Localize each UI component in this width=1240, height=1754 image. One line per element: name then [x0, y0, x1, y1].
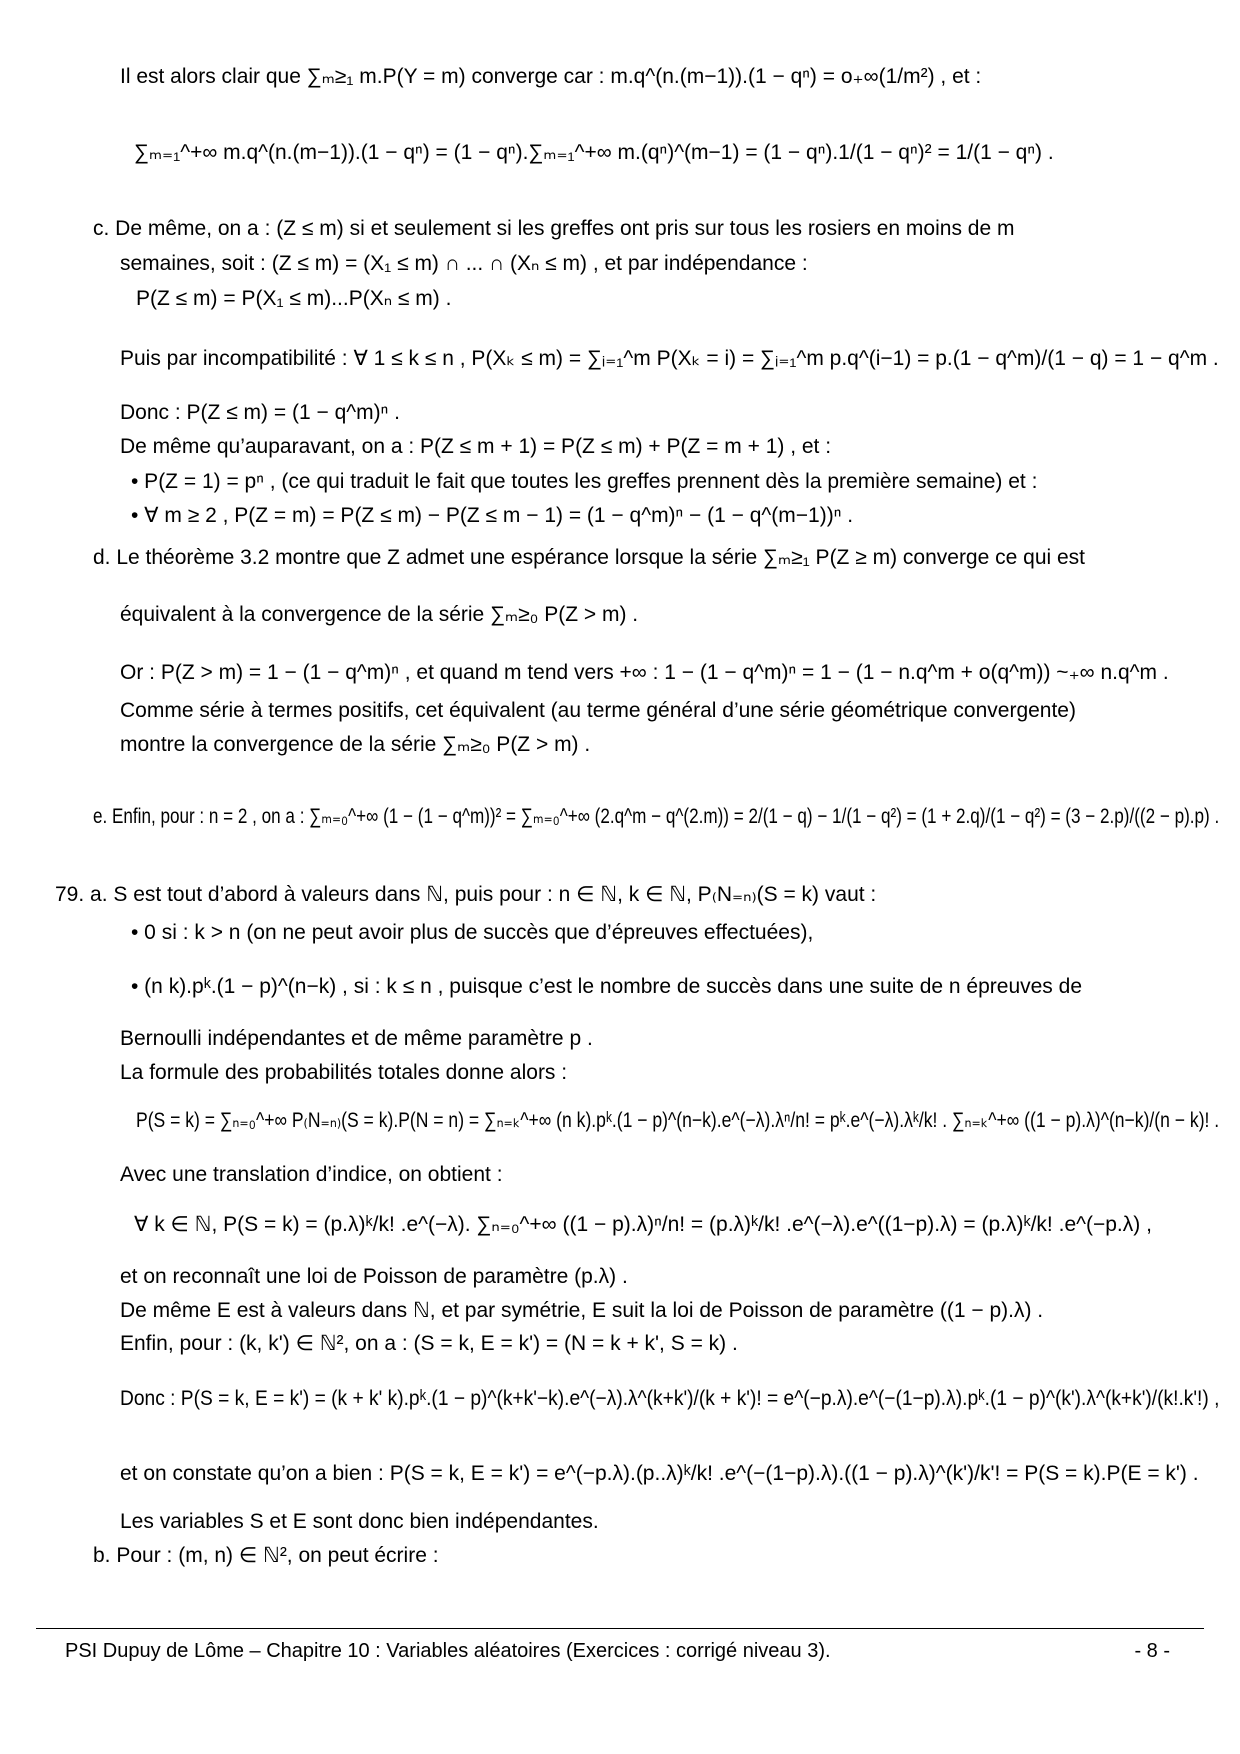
footer-title: PSI Dupuy de Lôme – Chapitre 10 : Variables aléatoires (Exercices : corrigé niveau 3). [65, 1640, 831, 1662]
exercise-79-start: 79. a. S est tout d’abord à valeurs dans ℕ, puis pour : n ∈ ℕ, k ∈ ℕ, P₍N₌ₙ₎(S = k) vaut : [55, 883, 877, 906]
page-number: - 8 - [1134, 1640, 1170, 1662]
formula-line-1: P(S = k) = ∑ₙ₌₀^+∞ P₍N₌ₙ₎(S = k).P(N = n) = ∑ₙ₌ₖ^+∞ (n k).pᵏ.(1 − p)^(n−k).e^(−λ).λⁿ/n! = pᵏ.e^(−λ).λᵏ/k! . ∑ₙ₌ₖ^+∞ ((1 − p).λ)^(n−k)/(n − k)! . [136, 1109, 1220, 1132]
bullet-line-4: • (n k).pᵏ.(1 − p)^(n−k) , si : k ≤ n , puisque c’est le nombre de succès dans une suite de n épreuves de [131, 975, 1082, 998]
text-line-13: montre la convergence de la série ∑ₘ≥₀ P(Z > m) . [120, 733, 591, 756]
text-line-8: De même qu’auparavant, on a : P(Z ≤ m + 1) = P(Z ≤ m) + P(Z = m + 1) , et : [120, 435, 832, 458]
text-line-20: Enfin, pour : (k, k') ∈ ℕ², on a : (S = k, E = k') = (N = k + k', S = k) . [120, 1332, 738, 1355]
formula-line-4: et on constate qu’on a bien : P(S = k, E = k') = e^(−p.λ).(p..λ)ᵏ/k! .e^(−(1−p).λ).((1 − p).λ)^(k')/k'! = P(S = k).P(E = k') . [120, 1462, 1199, 1485]
text-line-16: La formule des probabilités totales donne alors : [120, 1061, 568, 1084]
text-line-19: De même E est à valeurs dans ℕ, et par symétrie, E suit la loi de Poisson de paramètre ((1 − p).λ) . [120, 1299, 1044, 1322]
text-line-5: P(Z ≤ m) = P(X₁ ≤ m)...P(Xₙ ≤ m) . [136, 287, 452, 310]
bullet-line-3: • 0 si : k > n (on ne peut avoir plus de succès que d’épreuves effectuées), [131, 921, 814, 944]
bullet-line-2: • ∀ m ≥ 2 , P(Z = m) = P(Z ≤ m) − P(Z ≤ m − 1) = (1 − q^m)ⁿ − (1 − q^(m−1))ⁿ . [131, 504, 854, 527]
text-line-2: ∑ₘ₌₁^+∞ m.q^(n.(m−1)).(1 − qⁿ) = (1 − qⁿ).∑ₘ₌₁^+∞ m.(qⁿ)^(m−1) = (1 − qⁿ).1/(1 − qⁿ)² = 1/(1 − qⁿ) . [134, 141, 1054, 164]
formula-line-3: Donc : P(S = k, E = k') = (k + k' k).pᵏ.(1 − p)^(k+k'−k).e^(−λ).λ^(k+k')/(k + k')! = e^(−p.λ).e^(−(1−p).λ).pᵏ.(1 − p)^(k').λ^(k+k')/(k!.k'!) , [120, 1387, 1220, 1410]
text-line-3: c. De même, on a : (Z ≤ m) si et seulement si les greffes ont pris sur tous les rosiers en moins de m [93, 217, 1015, 240]
text-line-22: b. Pour : (m, n) ∈ ℕ², on peut écrire : [93, 1544, 439, 1567]
text-line-11: Or : P(Z > m) = 1 − (1 − q^m)ⁿ , et quand m tend vers +∞ : 1 − (1 − q^m)ⁿ = 1 − (1 − n.q^m + o(q^m)) ~₊∞ n.q^m . [120, 661, 1169, 684]
text-line-18: et on reconnaît une loi de Poisson de paramètre (p.λ) . [120, 1265, 628, 1288]
text-line-12: Comme série à termes positifs, cet équivalent (au terme général d’une série géométrique convergente) [120, 699, 1076, 722]
text-line-7: Donc : P(Z ≤ m) = (1 − q^m)ⁿ . [120, 401, 400, 424]
text-line-14: e. Enfin, pour : n = 2 , on a : ∑ₘ₌₀^+∞ (1 − (1 − q^m))² = ∑ₘ₌₀^+∞ (2.q^m − q^(2.m)) = 2/(1 − q) − 1/(1 − q²) = (1 + 2.q)/(1 − q²) = (3 − 2.p)/((2 − p).p) . [93, 805, 1220, 828]
text-line-17: Avec une translation d’indice, on obtient : [120, 1163, 503, 1186]
footer-divider [36, 1628, 1204, 1629]
text-line-21: Les variables S et E sont donc bien indépendantes. [120, 1510, 599, 1533]
text-line-1: Il est alors clair que ∑ₘ≥₁ m.P(Y = m) converge car : m.q^(n.(m−1)).(1 − qⁿ) = o₊∞(1/m²) , et : [120, 65, 982, 88]
text-line-6: Puis par incompatibilité : ∀ 1 ≤ k ≤ n , P(Xₖ ≤ m) = ∑ᵢ₌₁^m P(Xₖ = i) = ∑ᵢ₌₁^m p.q^(i−1) = p.(1 − q^m)/(1 − q) = 1 − q^m . [120, 347, 1219, 370]
text-line-9: d. Le théorème 3.2 montre que Z admet une espérance lorsque la série ∑ₘ≥₁ P(Z ≥ m) converge ce qui est [93, 546, 1086, 569]
text-line-4: semaines, soit : (Z ≤ m) = (X₁ ≤ m) ∩ ... ∩ (Xₙ ≤ m) , et par indépendance : [120, 252, 808, 275]
bullet-line-1: • P(Z = 1) = pⁿ , (ce qui traduit le fait que toutes les greffes prennent dès la première semaine) et : [131, 470, 1038, 493]
text-line-15: Bernoulli indépendantes et de même paramètre p . [120, 1027, 593, 1050]
text-line-10: équivalent à la convergence de la série ∑ₘ≥₀ P(Z > m) . [120, 603, 639, 626]
formula-line-2: ∀ k ∈ ℕ, P(S = k) = (p.λ)ᵏ/k! .e^(−λ). ∑ₙ₌₀^+∞ ((1 − p).λ)ⁿ/n! = (p.λ)ᵏ/k! .e^(−λ).e^((1−p).λ) = (p.λ)ᵏ/k! .e^(−p.λ) , [134, 1213, 1152, 1236]
